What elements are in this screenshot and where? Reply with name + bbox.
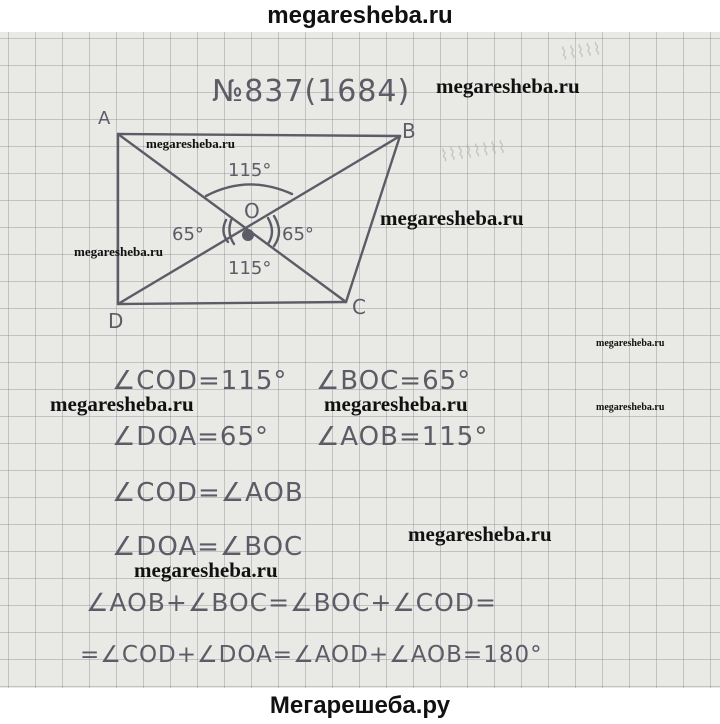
watermark: megaresheba.ru xyxy=(596,402,665,413)
watermark: megaresheba.ru xyxy=(596,338,665,349)
site-footer: Мегарешеба.ру xyxy=(0,688,720,724)
angle-label-top: 115° xyxy=(228,160,272,181)
angle-arc-left-2 xyxy=(229,218,234,244)
watermark: megaresheba.ru xyxy=(74,244,163,259)
label-o: O xyxy=(244,199,260,223)
watermark: megaresheba.ru xyxy=(380,206,524,230)
label-d: D xyxy=(108,309,124,333)
watermark: megaresheba.ru xyxy=(50,392,194,416)
angle-label-bottom: 115° xyxy=(228,258,272,279)
solution-line-6: =∠COD+∠DOA=∠AOD+∠AOB=180° xyxy=(80,642,543,668)
watermark: megaresheba.ru xyxy=(134,558,278,582)
show-through-scribble: ⌇⌇⌇⌇⌇ xyxy=(558,39,603,65)
solution-line-3: ∠COD=∠AOB xyxy=(112,478,304,508)
solution-line-1-right: ∠BOC=65° xyxy=(316,366,472,396)
solution-line-2-right: ∠AOB=115° xyxy=(316,422,489,452)
task-number: №837(1684) xyxy=(212,74,411,109)
angle-arc-aob xyxy=(206,184,292,196)
label-a: A xyxy=(98,108,111,129)
angle-arc-right-2 xyxy=(274,216,279,246)
show-through-scribble: ⌇⌇⌇⌇⌇⌇⌇⌇ xyxy=(438,137,508,167)
side-cd xyxy=(118,302,346,304)
label-b: B xyxy=(402,119,416,143)
point-o-mark xyxy=(242,229,254,241)
watermark: megaresheba.ru xyxy=(324,392,468,416)
site-header: megaresheba.ru xyxy=(0,0,720,32)
label-c: C xyxy=(352,295,366,319)
solution-line-2-left: ∠DOA=65° xyxy=(112,422,269,452)
watermark: megaresheba.ru xyxy=(408,522,552,546)
watermark: megaresheba.ru xyxy=(146,136,235,151)
solution-line-1-left: ∠COD=115° xyxy=(112,366,288,396)
angle-arc-right xyxy=(268,218,272,244)
watermark: megaresheba.ru xyxy=(436,74,580,98)
notebook-page xyxy=(0,32,720,688)
solution-line-5: ∠AOB+∠BOC=∠BOC+∠COD= xyxy=(86,588,498,617)
angle-label-right: 65° xyxy=(282,224,314,245)
solution-line-4: ∠DOA=∠BOC xyxy=(112,532,304,562)
angle-label-left: 65° xyxy=(172,224,204,245)
